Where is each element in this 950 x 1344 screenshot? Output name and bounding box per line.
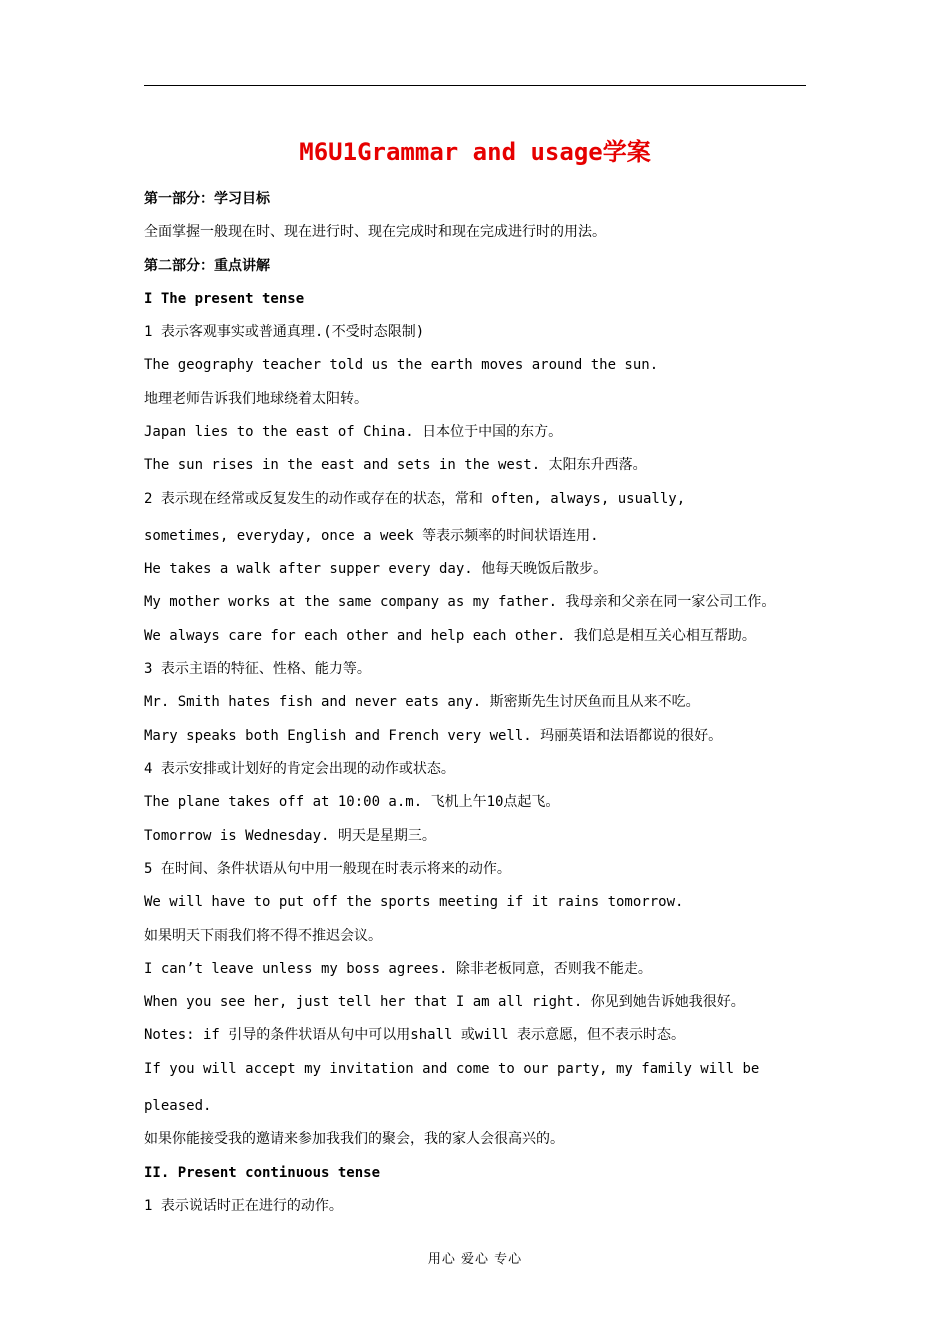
- header-rule: [144, 85, 806, 86]
- paragraph-line: 如果明天下雨我们将不得不推迟会议。: [144, 928, 382, 944]
- paragraph-line: 1 表示说话时正在进行的动作。: [144, 1198, 343, 1214]
- section-heading-objectives: 第一部分：学习目标: [144, 191, 270, 207]
- paragraph-line: Tomorrow is Wednesday. 明天是星期三。: [144, 828, 436, 844]
- paragraph-line: 2 表示现在经常或反复发生的动作或存在的状态，常和 often, always, usually,: [144, 491, 686, 507]
- subheading-present-continuous: II. Present continuous tense: [144, 1165, 381, 1181]
- paragraph-line: The geography teacher told us the earth moves around the sun.: [144, 357, 659, 373]
- paragraph-line: 5 在时间、条件状语从句中用一般现在时表示将来的动作。: [144, 861, 511, 877]
- subheading-present-tense: I The present tense: [144, 291, 305, 307]
- paragraph-line: When you see her, just tell her that I am all right. 你见到她告诉她我很好。: [144, 994, 745, 1010]
- paragraph-line: 4 表示安排或计划好的肯定会出现的动作或状态。: [144, 761, 455, 777]
- paragraph-line: 地理老师告诉我们地球绕着太阳转。: [144, 391, 368, 407]
- paragraph-line: Mr. Smith hates fish and never eats any. 斯密斯先生讨厌鱼而且从来不吃。: [144, 694, 700, 710]
- page-title: M6U1Grammar and usage学案: [299, 138, 651, 166]
- paragraph-line: I can’t leave unless my boss agrees. 除非老板同意，否则我不能走。: [144, 961, 652, 977]
- paragraph-line: Japan lies to the east of China. 日本位于中国的东方。: [144, 424, 563, 440]
- paragraph-line: We always care for each other and help each other. 我们总是相互关心相互帮助。: [144, 628, 756, 644]
- paragraph-line: Mary speaks both English and French very well. 玛丽英语和法语都说的很好。: [144, 728, 723, 744]
- paragraph-line: He takes a walk after supper every day. 他每天晚饭后散步。: [144, 561, 608, 577]
- paragraph-line: The sun rises in the east and sets in the west. 太阳东升西落。: [144, 457, 647, 473]
- paragraph-line: pleased.: [144, 1098, 212, 1114]
- paragraph-line: If you will accept my invitation and come to our party, my family will be: [144, 1061, 760, 1077]
- paragraph-line: 全面掌握一般现在时、现在进行时、现在完成时和现在完成进行时的用法。: [144, 224, 606, 240]
- paragraph-line: We will have to put off the sports meeting if it rains tomorrow.: [144, 894, 684, 910]
- page-footer: 用心 爱心 专心: [427, 1252, 523, 1267]
- paragraph-line: 3 表示主语的特征、性格、能力等。: [144, 661, 371, 677]
- paragraph-line: The plane takes off at 10:00 a.m. 飞机上午10点起飞。: [144, 794, 560, 810]
- paragraph-line: My mother works at the same company as my father. 我母亲和父亲在同一家公司工作。: [144, 594, 776, 610]
- paragraph-line: sometimes, everyday, once a week 等表示频率的时间状语连用.: [144, 528, 599, 544]
- paragraph-line: 如果你能接受我的邀请来参加我我们的聚会，我的家人会很高兴的。: [144, 1131, 564, 1147]
- section-heading-key-points: 第二部分：重点讲解: [144, 258, 270, 274]
- paragraph-line: Notes: if 引导的条件状语从句中可以用shall 或will 表示意愿，但不表示时态。: [144, 1027, 686, 1043]
- paragraph-line: 1 表示客观事实或普通真理.(不受时态限制): [144, 324, 425, 340]
